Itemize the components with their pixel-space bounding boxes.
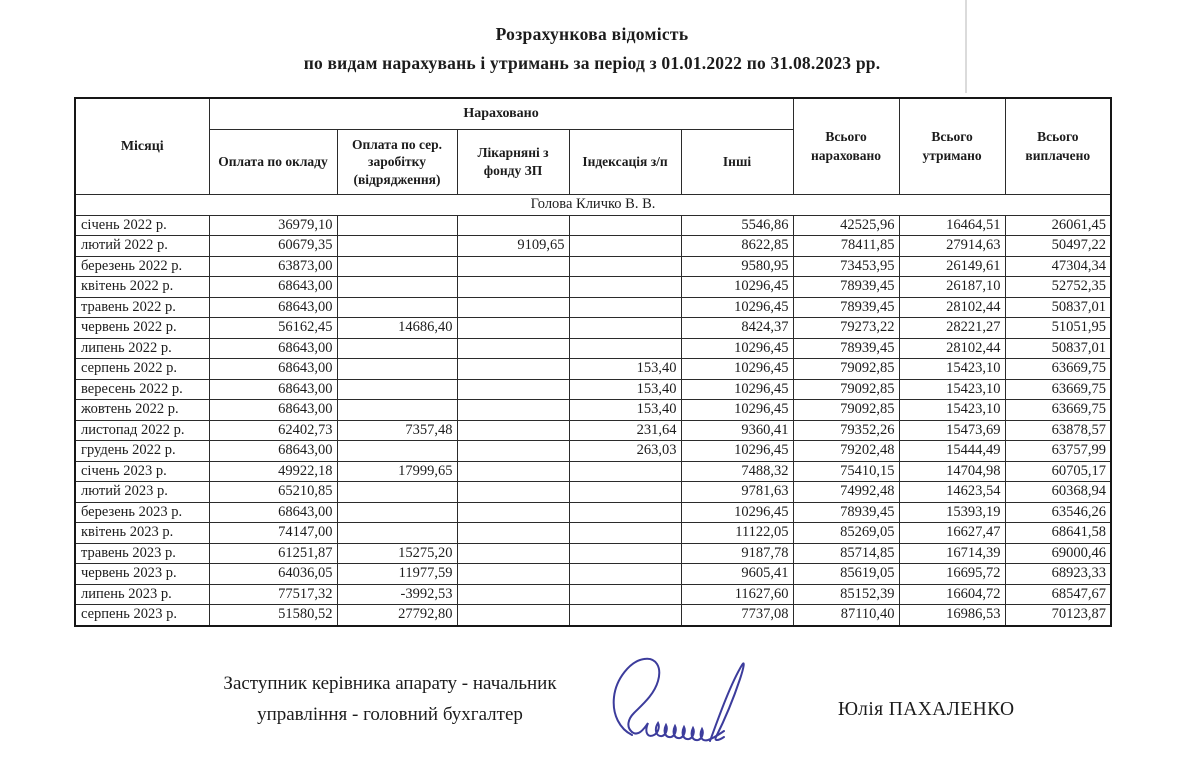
header-total-withheld: Всього утримано — [899, 98, 1005, 195]
indexation-cell — [569, 338, 681, 359]
header-sick-pay: Лікарняні з фонду ЗП — [457, 130, 569, 195]
header-group-accrued: Нараховано — [209, 98, 793, 130]
other-cell: 9580,95 — [681, 256, 793, 277]
avg-earnings-cell — [337, 215, 457, 236]
total-paid-cell: 68923,33 — [1005, 564, 1111, 585]
salary-cell: 68643,00 — [209, 338, 337, 359]
other-cell: 10296,45 — [681, 338, 793, 359]
other-cell: 7488,32 — [681, 461, 793, 482]
indexation-cell: 153,40 — [569, 359, 681, 380]
sick-pay-cell — [457, 277, 569, 298]
month-cell: вересень 2022 р. — [75, 379, 209, 400]
indexation-cell — [569, 318, 681, 339]
sick-pay-cell: 9109,65 — [457, 236, 569, 257]
total-withheld-cell: 28102,44 — [899, 297, 1005, 318]
month-cell: березень 2023 р. — [75, 502, 209, 523]
indexation-cell — [569, 277, 681, 298]
signer-position — [130, 668, 650, 730]
month-cell: лютий 2023 р. — [75, 482, 209, 503]
month-cell: березень 2022 р. — [75, 256, 209, 277]
total-withheld-cell: 14704,98 — [899, 461, 1005, 482]
table-row — [75, 564, 1111, 585]
total-paid-cell: 50837,01 — [1005, 338, 1111, 359]
indexation-cell: 153,40 — [569, 379, 681, 400]
avg-earnings-cell — [337, 482, 457, 503]
indexation-cell — [569, 297, 681, 318]
other-cell: 10296,45 — [681, 441, 793, 462]
total-withheld-cell: 28102,44 — [899, 338, 1005, 359]
avg-earnings-cell — [337, 236, 457, 257]
document-title — [74, 24, 1110, 74]
header-indexation: Індексація з/п — [569, 130, 681, 195]
avg-earnings-cell — [337, 379, 457, 400]
total-paid-cell: 47304,34 — [1005, 256, 1111, 277]
other-cell: 9781,63 — [681, 482, 793, 503]
avg-earnings-cell: 11977,59 — [337, 564, 457, 585]
indexation-cell — [569, 256, 681, 277]
total-accrued-cell: 74992,48 — [793, 482, 899, 503]
total-withheld-cell: 15444,49 — [899, 441, 1005, 462]
indexation-cell — [569, 584, 681, 605]
total-withheld-cell: 16695,72 — [899, 564, 1005, 585]
salary-cell: 68643,00 — [209, 502, 337, 523]
month-cell: серпень 2023 р. — [75, 605, 209, 626]
total-paid-cell: 68547,67 — [1005, 584, 1111, 605]
avg-earnings-cell — [337, 297, 457, 318]
other-cell: 10296,45 — [681, 502, 793, 523]
salary-cell: 61251,87 — [209, 543, 337, 564]
table-row — [75, 400, 1111, 421]
header-months: Місяці — [75, 98, 209, 195]
sick-pay-cell — [457, 215, 569, 236]
avg-earnings-cell — [337, 523, 457, 544]
month-cell: січень 2023 р. — [75, 461, 209, 482]
table-row — [75, 277, 1111, 298]
avg-earnings-cell — [337, 277, 457, 298]
total-withheld-cell: 28221,27 — [899, 318, 1005, 339]
total-paid-cell: 63878,57 — [1005, 420, 1111, 441]
salary-cell: 68643,00 — [209, 359, 337, 380]
handwritten-signature — [598, 645, 763, 757]
month-cell: квітень 2022 р. — [75, 277, 209, 298]
table-row — [75, 318, 1111, 339]
month-cell: травень 2022 р. — [75, 297, 209, 318]
section-label: Голова Кличко В. В. — [75, 195, 1111, 216]
sick-pay-cell — [457, 400, 569, 421]
total-paid-cell: 63669,75 — [1005, 359, 1111, 380]
sick-pay-cell — [457, 379, 569, 400]
indexation-cell — [569, 543, 681, 564]
signer-position-line-1: Заступник керівника апарату - начальник — [223, 673, 557, 694]
total-withheld-cell: 15423,10 — [899, 359, 1005, 380]
other-cell: 8622,85 — [681, 236, 793, 257]
other-cell: 8424,37 — [681, 318, 793, 339]
total-withheld-cell: 15423,10 — [899, 379, 1005, 400]
other-cell: 9187,78 — [681, 543, 793, 564]
indexation-cell: 153,40 — [569, 400, 681, 421]
signer-name: Юлія ПАХАЛЕНКО — [838, 699, 1015, 720]
month-cell: листопад 2022 р. — [75, 420, 209, 441]
signer-position-line-2: управління - головний бухгалтер — [257, 704, 523, 725]
salary-cell: 77517,32 — [209, 584, 337, 605]
table-body — [75, 195, 1111, 626]
other-cell: 7737,08 — [681, 605, 793, 626]
avg-earnings-cell — [337, 400, 457, 421]
total-accrued-cell: 79352,26 — [793, 420, 899, 441]
salary-cell: 62402,73 — [209, 420, 337, 441]
month-cell: грудень 2022 р. — [75, 441, 209, 462]
total-accrued-cell: 42525,96 — [793, 215, 899, 236]
salary-cell: 36979,10 — [209, 215, 337, 236]
total-withheld-cell: 15423,10 — [899, 400, 1005, 421]
total-paid-cell: 68641,58 — [1005, 523, 1111, 544]
total-paid-cell: 63669,75 — [1005, 379, 1111, 400]
other-cell: 9605,41 — [681, 564, 793, 585]
avg-earnings-cell — [337, 338, 457, 359]
total-accrued-cell: 79092,85 — [793, 379, 899, 400]
indexation-cell — [569, 523, 681, 544]
total-paid-cell: 60368,94 — [1005, 482, 1111, 503]
indexation-cell — [569, 461, 681, 482]
table-row — [75, 256, 1111, 277]
avg-earnings-cell: 17999,65 — [337, 461, 457, 482]
salary-cell: 49922,18 — [209, 461, 337, 482]
avg-earnings-cell: -3992,53 — [337, 584, 457, 605]
sick-pay-cell — [457, 543, 569, 564]
table-row — [75, 236, 1111, 257]
salary-cell: 68643,00 — [209, 277, 337, 298]
other-cell: 10296,45 — [681, 277, 793, 298]
total-withheld-cell: 16604,72 — [899, 584, 1005, 605]
sick-pay-cell — [457, 256, 569, 277]
header-salary: Оплата по окладу — [209, 130, 337, 195]
total-accrued-cell: 78939,45 — [793, 277, 899, 298]
section-row — [75, 195, 1111, 216]
total-paid-cell: 60705,17 — [1005, 461, 1111, 482]
other-cell: 10296,45 — [681, 359, 793, 380]
month-cell: січень 2022 р. — [75, 215, 209, 236]
month-cell: червень 2023 р. — [75, 564, 209, 585]
salary-cell: 51580,52 — [209, 605, 337, 626]
header-total-paid: Всього виплачено — [1005, 98, 1111, 195]
sick-pay-cell — [457, 441, 569, 462]
indexation-cell — [569, 215, 681, 236]
total-accrued-cell: 78411,85 — [793, 236, 899, 257]
other-cell: 11627,60 — [681, 584, 793, 605]
total-accrued-cell: 78939,45 — [793, 297, 899, 318]
other-cell: 10296,45 — [681, 297, 793, 318]
total-accrued-cell: 78939,45 — [793, 502, 899, 523]
indexation-cell — [569, 605, 681, 626]
sick-pay-cell — [457, 564, 569, 585]
total-accrued-cell: 78939,45 — [793, 338, 899, 359]
salary-cell: 64036,05 — [209, 564, 337, 585]
table-row — [75, 605, 1111, 626]
total-paid-cell: 26061,45 — [1005, 215, 1111, 236]
table-row — [75, 584, 1111, 605]
salary-cell: 68643,00 — [209, 379, 337, 400]
title-line-1: Розрахункова відомість — [495, 24, 689, 44]
salary-cell: 60679,35 — [209, 236, 337, 257]
month-cell: серпень 2022 р. — [75, 359, 209, 380]
table-row — [75, 297, 1111, 318]
total-paid-cell: 63757,99 — [1005, 441, 1111, 462]
total-withheld-cell: 15473,69 — [899, 420, 1005, 441]
total-paid-cell: 63669,75 — [1005, 400, 1111, 421]
avg-earnings-cell: 15275,20 — [337, 543, 457, 564]
total-paid-cell: 63546,26 — [1005, 502, 1111, 523]
salary-cell: 68643,00 — [209, 297, 337, 318]
scan-artifact-line — [965, 0, 967, 93]
avg-earnings-cell: 14686,40 — [337, 318, 457, 339]
total-paid-cell: 69000,46 — [1005, 543, 1111, 564]
avg-earnings-cell — [337, 359, 457, 380]
sick-pay-cell — [457, 605, 569, 626]
month-cell: липень 2023 р. — [75, 584, 209, 605]
indexation-cell: 263,03 — [569, 441, 681, 462]
total-withheld-cell: 26149,61 — [899, 256, 1005, 277]
salary-cell: 65210,85 — [209, 482, 337, 503]
total-withheld-cell: 16464,51 — [899, 215, 1005, 236]
avg-earnings-cell: 27792,80 — [337, 605, 457, 626]
total-withheld-cell: 16627,47 — [899, 523, 1005, 544]
sick-pay-cell — [457, 359, 569, 380]
total-accrued-cell: 87110,40 — [793, 605, 899, 626]
total-paid-cell: 51051,95 — [1005, 318, 1111, 339]
table-row — [75, 359, 1111, 380]
table-row — [75, 420, 1111, 441]
total-accrued-cell: 79092,85 — [793, 359, 899, 380]
table-header — [75, 98, 1111, 195]
total-withheld-cell: 14623,54 — [899, 482, 1005, 503]
total-accrued-cell: 85619,05 — [793, 564, 899, 585]
total-paid-cell: 50497,22 — [1005, 236, 1111, 257]
signature-ink-icon — [598, 645, 763, 757]
sick-pay-cell — [457, 461, 569, 482]
table-row — [75, 502, 1111, 523]
indexation-cell: 231,64 — [569, 420, 681, 441]
salary-cell: 56162,45 — [209, 318, 337, 339]
indexation-cell — [569, 564, 681, 585]
header-other: Інші — [681, 130, 793, 195]
sick-pay-cell — [457, 297, 569, 318]
total-paid-cell: 52752,35 — [1005, 277, 1111, 298]
total-withheld-cell: 27914,63 — [899, 236, 1005, 257]
total-withheld-cell: 16714,39 — [899, 543, 1005, 564]
payroll-table — [74, 97, 1112, 627]
month-cell: лютий 2022 р. — [75, 236, 209, 257]
indexation-cell — [569, 482, 681, 503]
table-row — [75, 338, 1111, 359]
month-cell: жовтень 2022 р. — [75, 400, 209, 421]
avg-earnings-cell: 7357,48 — [337, 420, 457, 441]
title-line-2: по видам нарахувань і утримань за період з 01.01.2022 по 31.08.2023 рр. — [303, 53, 881, 73]
other-cell: 11122,05 — [681, 523, 793, 544]
table-row — [75, 461, 1111, 482]
total-withheld-cell: 26187,10 — [899, 277, 1005, 298]
indexation-cell — [569, 236, 681, 257]
total-accrued-cell: 85714,85 — [793, 543, 899, 564]
total-paid-cell: 70123,87 — [1005, 605, 1111, 626]
other-cell: 5546,86 — [681, 215, 793, 236]
table-row — [75, 215, 1111, 236]
total-withheld-cell: 16986,53 — [899, 605, 1005, 626]
salary-cell: 68643,00 — [209, 400, 337, 421]
table-row — [75, 379, 1111, 400]
salary-cell: 68643,00 — [209, 441, 337, 462]
total-accrued-cell: 75410,15 — [793, 461, 899, 482]
total-accrued-cell: 79202,48 — [793, 441, 899, 462]
table-row — [75, 482, 1111, 503]
salary-cell: 74147,00 — [209, 523, 337, 544]
header-total-accrued: Всього нараховано — [793, 98, 899, 195]
header-avg-earnings: Оплата по сер. заробітку (відрядження) — [337, 130, 457, 195]
sick-pay-cell — [457, 338, 569, 359]
indexation-cell — [569, 502, 681, 523]
sick-pay-cell — [457, 318, 569, 339]
avg-earnings-cell — [337, 256, 457, 277]
total-accrued-cell: 79273,22 — [793, 318, 899, 339]
total-accrued-cell: 79092,85 — [793, 400, 899, 421]
total-accrued-cell: 85152,39 — [793, 584, 899, 605]
table-row — [75, 543, 1111, 564]
month-cell: червень 2022 р. — [75, 318, 209, 339]
total-accrued-cell: 73453,95 — [793, 256, 899, 277]
sick-pay-cell — [457, 420, 569, 441]
total-accrued-cell: 85269,05 — [793, 523, 899, 544]
table-row — [75, 523, 1111, 544]
sick-pay-cell — [457, 502, 569, 523]
sick-pay-cell — [457, 523, 569, 544]
other-cell: 10296,45 — [681, 400, 793, 421]
month-cell: липень 2022 р. — [75, 338, 209, 359]
total-withheld-cell: 15393,19 — [899, 502, 1005, 523]
salary-cell: 63873,00 — [209, 256, 337, 277]
avg-earnings-cell — [337, 502, 457, 523]
month-cell: травень 2023 р. — [75, 543, 209, 564]
month-cell: квітень 2023 р. — [75, 523, 209, 544]
total-paid-cell: 50837,01 — [1005, 297, 1111, 318]
avg-earnings-cell — [337, 441, 457, 462]
sick-pay-cell — [457, 482, 569, 503]
other-cell: 9360,41 — [681, 420, 793, 441]
other-cell: 10296,45 — [681, 379, 793, 400]
sick-pay-cell — [457, 584, 569, 605]
table-row — [75, 441, 1111, 462]
